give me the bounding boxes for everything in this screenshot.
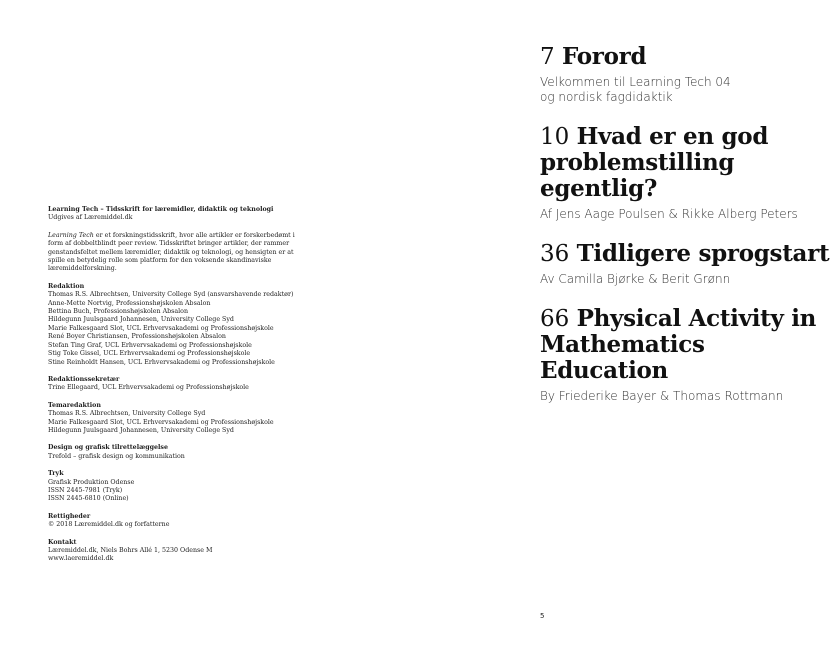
toc-entry-subtitle [540, 75, 830, 105]
subtitle-line: Af Jens Aage Poulsen & Rikke Alberg Peters [540, 207, 798, 221]
toc-page-number: 7 [540, 44, 555, 70]
toc-entry-subtitle [540, 272, 830, 287]
section-line: René Boyer Christiansen, Professionshøjskolen Absalon [48, 333, 226, 341]
toc-page-number: 10 [540, 124, 570, 150]
section-heading: Kontakt [48, 538, 77, 546]
journal-title: Learning Tech – Tidsskrift for læremidler, didaktik og teknologi [48, 206, 274, 213]
toc-entry-title [540, 306, 830, 384]
toc-title-text: Physical Activity in Mathematics Education [540, 305, 817, 384]
colophon-section [48, 470, 308, 504]
publisher-line: Udgives af Læremiddel.dk [48, 214, 133, 222]
colophon [48, 206, 308, 564]
intro-paragraph [48, 232, 308, 274]
colophon-section [48, 444, 308, 461]
colophon-sections [48, 283, 308, 564]
subtitle-line: By Friederike Bayer & Thomas Rottmann [540, 389, 784, 403]
section-heading: Redaktionssekretær [48, 375, 120, 383]
toc-entry-title [540, 124, 830, 202]
subtitle-line: Av Camilla Bjørke & Berit Grønn [540, 272, 731, 286]
colophon-section [48, 283, 308, 367]
table-of-contents [540, 44, 830, 423]
toc-title-text: Forord [561, 43, 647, 70]
section-heading: Rettigheder [48, 512, 91, 520]
subtitle-line: Velkommen til Learning Tech 04 [540, 75, 731, 89]
section-line: © 2018 Læremiddel.dk og forfatterne [48, 521, 170, 529]
section-line: Stig Toke Gissel, UCL Erhvervsakademi og Professionshøjskole [48, 350, 251, 358]
colophon-section [48, 402, 308, 436]
section-line: Bettina Buch, Professionshøjskolen Absalon [48, 308, 189, 316]
toc-page-number: 66 [540, 306, 570, 332]
section-heading: Redaktion [48, 282, 85, 290]
section-line: Thomas R.S. Albrechtsen, University College Syd [48, 410, 206, 418]
intro-text: er et forskningstidsskrift, hvor alle artikler er forskerbedømt i form af dobbeltblindt peer review. Tidsskriftet bringer artikler, der rammer genstandsfeltet mellem læremidler, didaktik og teknologi, og hensigten er at spille en betydelig rolle som platform for den voksende skandinaviske læremiddelforskning. [48, 231, 295, 273]
subtitle-line: og nordisk fagdidaktik [540, 90, 673, 104]
page-number: 5 [540, 612, 545, 620]
toc-entry [540, 44, 830, 105]
section-heading: Temaredaktion [48, 401, 101, 409]
section-heading: Design og grafisk tilrettelæggelse [48, 444, 168, 452]
toc-entry [540, 241, 830, 287]
section-line: Hildegunn Juulsgaard Johannesen, University College Syd [48, 426, 234, 434]
section-line: ISSN 2445-7981 (Tryk) [48, 486, 123, 494]
toc-entry [540, 306, 830, 404]
section-line: Marie Falkesgaard Slot, UCL Erhvervsakademi og Professionshøjskole [48, 324, 274, 332]
toc-title-text: Tidligere sprogstart [576, 240, 830, 267]
intro-journal-name: Learning Tech [48, 231, 94, 239]
section-line: Thomas R.S. Albrechtsen, University College Syd (ansvarshavende redaktør) [48, 291, 294, 299]
toc-entry-subtitle [540, 389, 830, 404]
toc-entry [540, 124, 830, 222]
section-line: Grafisk Produktion Odense [48, 478, 135, 486]
section-line: Anne-Mette Nortvig, Professionshøjskolen Absalon [48, 299, 211, 307]
section-heading: Tryk [48, 470, 64, 478]
section-line: Stine Reinholdt Hansen, UCL Erhvervsakademi og Professionshøjskole [48, 358, 275, 366]
section-line: ISSN 2445-6810 (Online) [48, 495, 129, 503]
section-line: Trefold – grafisk design og kommunikation [48, 452, 185, 460]
section-line: Trine Ellegaard, UCL Erhvervsakademi og Professionshøjskole [48, 384, 249, 392]
section-line: Hildegunn Juulsgaard Johannesen, University College Syd [48, 316, 234, 324]
section-line: Læremiddel.dk, Niels Bohrs Allé 1, 5230 Odense M [48, 547, 213, 554]
toc-title-text: Hvad er en god problemstilling egentlig? [540, 123, 769, 202]
section-line: Stefan Ting Graf, UCL Erhvervsakademi og Professionshøjskole [48, 341, 252, 349]
toc-page-number: 36 [540, 241, 570, 267]
toc-entry-title [540, 241, 830, 267]
colophon-section [48, 513, 308, 530]
section-line: www.laeremiddel.dk [48, 555, 114, 563]
colophon-section [48, 376, 308, 393]
toc-entry-title [540, 44, 830, 70]
colophon-section [48, 539, 308, 564]
toc-entry-subtitle [540, 207, 830, 222]
section-line: Marie Falkesgaard Slot, UCL Erhvervsakademi og Professionshøjskole [48, 418, 274, 426]
